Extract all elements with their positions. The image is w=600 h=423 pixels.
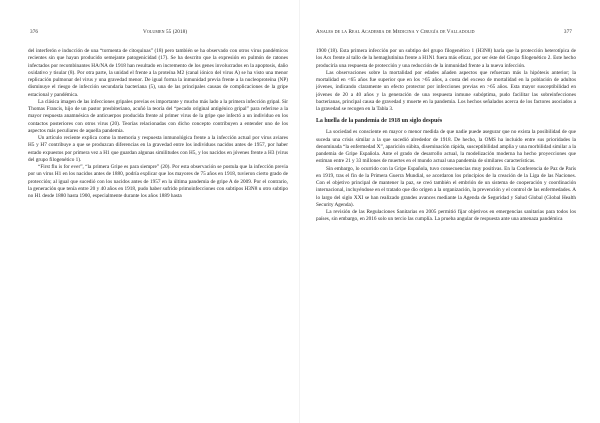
page-gutter <box>299 0 300 423</box>
paragraph: La clásica imagen de las infecciones gripales previas es importante y mucho más lado a la primera infección gripal. Sir Thomas Francis, hijo de un pastor presbiteriano, acuñó la teoría del “pecado original antigénico gripal” para referirse a la mayor respuesta anamnésica de anticuerpos producida frente al primer virus de la gripe que infectó a un individuo en los contactos posteriores con otros virus (20). Teorías relacionadas con dicho concepto contribuyen a entender uno de los aspectos más peculiares de aquella pandemia. <box>28 98 288 134</box>
running-title: Volumen 55 (2018) <box>143 29 188 35</box>
right-page-header <box>316 29 576 39</box>
page-number: 377 <box>563 29 572 35</box>
left-page-body <box>28 48 288 408</box>
paragraph: Sin embargo, lo ocurrido con la Gripe Española, tuvo consecuencias muy positivas. En la Conferencia de Paz de París en 1919, tras el fin de la Primera Guerra Mundial, se acordaron los principios de la creación de la Liga de las Naciones. Con el objetivo principal de mantener la paz, se creó también el embrión de un sistema de cooperación y coordinación internacional, incluyéndose en el tratado que dio origen a la organización, la prevención y el control de las enfermedades. A lo largo del siglo XXI se han realizado grandes avances mediante la Agenda de Seguridad y Salud Global (Global Health Security Agenda). <box>316 165 576 208</box>
left-page <box>28 0 288 423</box>
left-page-header <box>28 29 288 39</box>
paragraph: “First flu is for ever”, “la primera Gripe es para siempre” (20). Por esta observación se postula que la infección previa por un virus H1 en los nacidos antes de 1880, podría explicar que los mayores de 75 años en 1918, tuvieron cierto grado de protección; al igual que sucedió con los nacidos antes de 1957 en la última pandemia de gripe A de 2009. Por el contrario, la generación que tenía entre 20 y 40 años en 1918, pudo haber sufrido primoinfecciones con subtipos H3N8 u otro subtipo no H1 desde 1880 hasta 1900, especialmente durante los años 1889 hasta <box>28 164 288 199</box>
running-title: Anales de la Real Academia de Medicina y Cirugía de Valladolid <box>316 29 475 35</box>
page-number: 376 <box>30 29 39 35</box>
paragraph: Un artículo reciente explica como la memoria y respuesta inmunológica frente a la infección actual por virus aviares H5 y H7 contribuye a que se produzcan diferencias en la gravedad entre los individuos nacidos antes de 1957, por haber estado expuestos por primera vez a H1 que guardan algunas similitudes con H5, y los nacidos en jóvenes frente a H3 (virus del grupo filogenético 1). <box>28 135 288 163</box>
paragraph: La revisión de las Regulaciones Sanitarias en 2005 permitió fijar objetivos en emergencias sanitarias para todos los países, sin embargo, en 2016 solo un tercio las cumplía. La prueba angular de respuesta ante una amenaza pandémica <box>316 209 576 223</box>
right-page-body <box>316 48 576 408</box>
right-page <box>316 0 576 423</box>
paragraph: del interferón e inducción de una “tormenta de citoquinas” (18) pero también se ha observado con otros virus pandémicos recientes sin que hayan producido semejante patogenicidad (17). Se ha descrito que la expresión en pulmón de ratones infectados por recombinantes HA/NA de 1918 han resultado en incremento de los genes involucrados en la apoptosis, daño oxidativo y tisular (8). Por otra parte, la unidad el frente a la proteína M2 (canal iónico del virus A) se ha visto una menor replicación pulmonar del virus y una gravedad menor. De igual forma la inmunidad previa frente a la nucleoproteína (NP) disminuye el riesgo de infección secundaria bacteriana (5), una de las principales causas de complicaciones de la gripe estacional y pandémica. <box>28 48 288 98</box>
paragraph: 1900 (18). Esta primera infección por un subtipo del grupo filogenético 1 (H3N8) haría que la protección heterotípica de los Acs frente al tallo de la hemaglutinina frente a H1N1 fuera más eficaz, por ser éste del Grupo filogenético 2. Este hecho produciría una respuesta de protección y una reducción de la inmunidad frente a la nueva infección. <box>316 48 576 69</box>
paragraph: Las observaciones sobre la mortalidad por edades añaden aspectos que refuerzan más la hipótesis anterior; la mortalidad en <65 años fue superior que en los >65 años, a costa del exceso de mortalidad en la población de adultos jóvenes, indicando claramente un efecto protector por infecciones previas en >65 años. Esta mayor susceptibilidad en jóvenes de 20 a 40 años y la generación de una respuesta inmune subóptima, pudo facilitar las sobreinfecciones bacterianas, principal causa de gravedad y muerte en la pandemia. Los hechos señalados acerca de los factores asociados a la gravedad se recogen en la Tabla 3. <box>316 69 576 112</box>
section-heading: La huella de la pandemia de 1918 un siglo después <box>316 118 443 125</box>
paragraph: La sociedad es consciente en mayor o menor medida de que nadie puede asegurar que no exista la posibilidad de que suceda una crisis similar a la que sucedió alrededor de 1918. De hecho, la OMS ha incluido entre sus prioridades la denominada “la enfermedad X”, aparición súbita, diseminación rápida, susceptibilidad amplia y una morbilidad similar a la pandemia de Gripe Española. Ante el grado de desarrollo actual, la modelización moderna ha hecho proyecciones que estiman entre 21 y 33 millones de muertes en el mundo actual una pandemia de similares características. <box>316 129 576 165</box>
